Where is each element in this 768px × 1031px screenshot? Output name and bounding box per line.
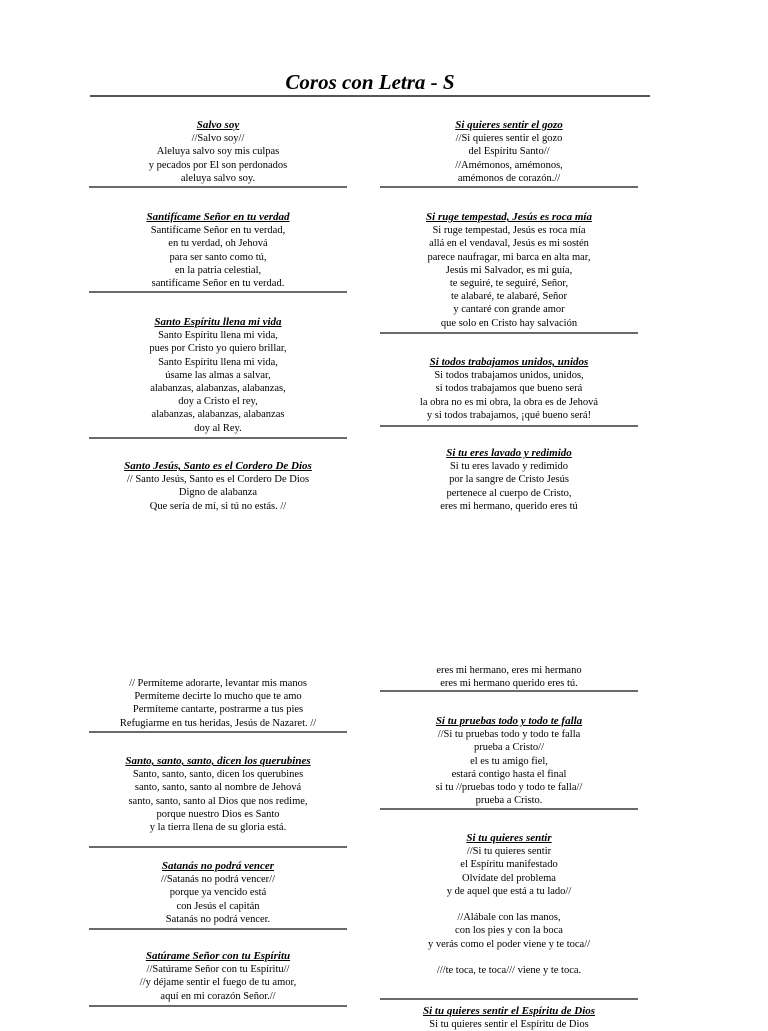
lyric-line: //y déjame sentir el fuego de tu amor, <box>139 977 297 989</box>
lyric-line: si tu //pruebas todo y todo te falla// <box>435 782 583 794</box>
song-block <box>89 755 347 834</box>
lyric-line: y si todos trabajamos, ¡qué bueno será! <box>426 409 592 421</box>
lyric-line: para ser santo como tú, <box>169 251 267 263</box>
lyric-line: Permíteme decirte lo mucho que te amo <box>134 691 302 703</box>
lyric-line: que solo en Cristo hay salvación <box>440 317 578 329</box>
song-block <box>89 950 347 1003</box>
lyric-line: con Jesús el capitán <box>176 900 260 912</box>
song-block <box>380 447 638 513</box>
song-divider <box>380 998 638 1000</box>
lyric-line: //Satúrame Señor con tu Espíritu// <box>146 964 290 976</box>
lyric-line: //Alábale con las manos, <box>457 912 561 924</box>
song-block <box>89 460 347 513</box>
song-block <box>89 860 347 926</box>
song-divider <box>380 332 638 334</box>
lyric-line: aleluya salvo soy. <box>180 172 256 184</box>
lyric-line: //Satanás no podrá vencer// <box>160 874 275 886</box>
song-title: Si tu eres lavado y redimido <box>446 447 572 459</box>
song-block <box>380 832 638 977</box>
lyric-line: la obra no es mi obra, la obra es de Jehová <box>419 396 599 408</box>
lyric-line: Que sería de mí, si tú no estás. // <box>149 500 287 512</box>
lyric-line: //Si tu pruebas todo y todo te falla <box>437 729 581 741</box>
lyric-line: pues por Cristo yo quiero brillar, <box>149 343 287 355</box>
lyric-line: //Si tu quieres sentir <box>466 846 552 858</box>
song-block <box>380 715 638 807</box>
lyric-line: úsame las almas a salvar, <box>165 369 271 381</box>
song-title: Santo Jesús, Santo es el Cordero De Dios <box>124 460 312 472</box>
lyric-line: Permíteme cantarte, postrarme a tus pies <box>132 704 304 716</box>
song-title: Si ruge tempestad, Jesús es roca mía <box>426 211 592 223</box>
song-divider <box>380 425 638 427</box>
lyric-line: eres mi hermano querido eres tú. <box>440 678 578 690</box>
lyric-line: Si todos trabajamos unidos, unidos, <box>434 370 584 382</box>
lyric-line: allá en el vendaval, Jesús es mi sostén <box>429 238 589 250</box>
lyric-line: estará contigo hasta el final <box>451 768 567 780</box>
song-block <box>380 211 638 330</box>
lyric-line: Digno de alabanza <box>178 487 258 499</box>
lyric-line: en la patria celestial, <box>174 264 262 276</box>
song-title: Satanás no podrá vencer <box>161 860 275 872</box>
song-title: Salvo soy <box>196 119 240 131</box>
lyric-line: Si tu eres lavado y redimido <box>449 461 569 473</box>
lyric-line: prueba a Cristo. <box>475 795 543 807</box>
song-title: Si tu quieres sentir el Espíritu de Dios <box>422 1005 596 1017</box>
song-block <box>380 1005 638 1031</box>
song-divider <box>89 731 347 733</box>
lyric-line: Satanás no podrá vencer. <box>165 913 271 925</box>
song-title: Si quieres sentir el gozo <box>455 119 563 131</box>
lyric-line: santo, santo, santo al nombre de Jehová <box>134 782 302 794</box>
lyric-line: //Salvo soy// <box>191 133 245 145</box>
lyric-line: doy a Cristo el rey, <box>178 396 258 408</box>
lyric-line: santifícame Señor en tu verdad. <box>151 278 285 290</box>
song-block <box>89 316 347 435</box>
page-title: Coros con Letra - S <box>285 70 455 94</box>
title-divider <box>90 95 650 97</box>
song-title: Si tu quieres sentir <box>466 832 552 844</box>
song-block <box>89 119 347 185</box>
lyric-line: eres mi hermano, querido eres tú <box>440 500 578 512</box>
song-block <box>380 664 638 690</box>
lyric-line: el es tu amigo fiel, <box>470 755 548 767</box>
lyric-line: y verás como el poder viene y te toca// <box>427 938 591 950</box>
lyric-line: te seguiré, te seguiré, Señor, <box>449 278 569 290</box>
lyric-line: doy al Rey. <box>194 422 242 434</box>
lyric-line: y de aquel que está a tu lado// <box>446 885 572 897</box>
lyric-line: Santo Espíritu llena mi vida, <box>158 356 278 368</box>
lyric-line: en tu verdad, oh Jehová <box>168 238 268 250</box>
lyric-line: Santifícame Señor en tu verdad, <box>150 225 286 237</box>
lyric-line: // Santo Jesús, Santo es el Cordero De Dios <box>126 474 310 486</box>
song-title: Santo, santo, santo, dicen los querubines <box>125 755 311 767</box>
lyric-line: Santo Espíritu llena mi vida, <box>158 330 278 342</box>
lyric-line: alabanzas, alabanzas, alabanzas, <box>150 383 286 395</box>
lyric-line: Si ruge tempestad, Jesús es roca mía <box>432 225 586 237</box>
lyric-line: //Si quieres sentir el gozo <box>455 133 563 145</box>
lyric-line: parece naufragar, mi barca en alta mar, <box>427 251 591 263</box>
lyric-line <box>380 898 638 911</box>
lyric-line <box>380 951 638 964</box>
song-divider <box>380 690 638 692</box>
lyric-line: alabanzas, alabanzas, alabanzas <box>151 409 285 421</box>
lyric-line: Aleluya salvo soy mis culpas <box>156 146 280 158</box>
lyric-line: Si tu quieres sentir el Espíritu de Dios <box>429 1019 589 1031</box>
lyric-line: aquí en mi corazón Señor.// <box>160 990 276 1002</box>
lyric-line: Refugiarme en tus heridas, Jesús de Nazaret. // <box>119 717 317 729</box>
lyric-line: si todos trabajamos que bueno será <box>435 383 583 395</box>
lyric-line: amémonos de corazón.// <box>457 172 561 184</box>
song-block <box>380 119 638 185</box>
song-divider <box>89 928 347 930</box>
lyric-line: Santo, santo, santo, dicen los querubines <box>132 769 304 781</box>
lyric-line: te alabaré, te alabaré, Señor <box>450 291 567 303</box>
song-divider <box>89 846 347 848</box>
lyric-line: y cantaré con grande amor <box>453 304 565 316</box>
lyric-line: el Espíritu manifestado <box>460 859 558 871</box>
lyric-line: Olvídate del problema <box>462 872 556 884</box>
song-block <box>89 211 347 290</box>
lyric-line: //Amémonos, amémonos, <box>455 159 563 171</box>
lyric-line: // Permíteme adorarte, levantar mis manos <box>129 678 307 689</box>
lyric-line: eres mi hermano, eres mi hermano <box>436 665 582 676</box>
song-title: Santo Espíritu llena mi vida <box>154 316 282 328</box>
song-block <box>89 677 347 730</box>
song-title: Santifícame Señor en tu verdad <box>146 211 290 223</box>
lyric-line: del Espíritu Santo// <box>468 146 550 158</box>
lyric-line: porque ya vencido está <box>169 887 267 899</box>
song-divider <box>89 186 347 188</box>
lyric-line: pertenece al cuerpo de Cristo, <box>446 487 572 499</box>
song-block <box>380 356 638 422</box>
song-title: Satúrame Señor con tu Espíritu <box>145 950 291 962</box>
lyric-line: con los pies y con la boca <box>455 925 563 937</box>
song-divider <box>89 1005 347 1007</box>
lyric-line: santo, santo, santo al Dios que nos redime, <box>128 795 308 807</box>
song-title: Si tu pruebas todo y todo te falla <box>435 715 583 727</box>
lyric-line: ///te toca, te toca/// viene y te toca. <box>436 965 582 977</box>
song-divider <box>380 186 638 188</box>
song-divider <box>380 808 638 810</box>
song-title: Si todos trabajamos unidos, unidos <box>429 356 589 368</box>
lyric-line: prueba a Cristo// <box>474 742 544 754</box>
song-divider <box>89 291 347 293</box>
lyric-line: Jesús mi Salvador, es mi guía, <box>445 264 573 276</box>
lyric-line: y la tierra llena de su gloria está. <box>149 822 287 834</box>
song-divider <box>89 437 347 439</box>
lyric-line: y pecados por El son perdonados <box>148 159 288 171</box>
lyric-line: porque nuestro Dios es Santo <box>156 808 280 820</box>
lyric-line: por la sangre de Cristo Jesús <box>449 474 569 486</box>
